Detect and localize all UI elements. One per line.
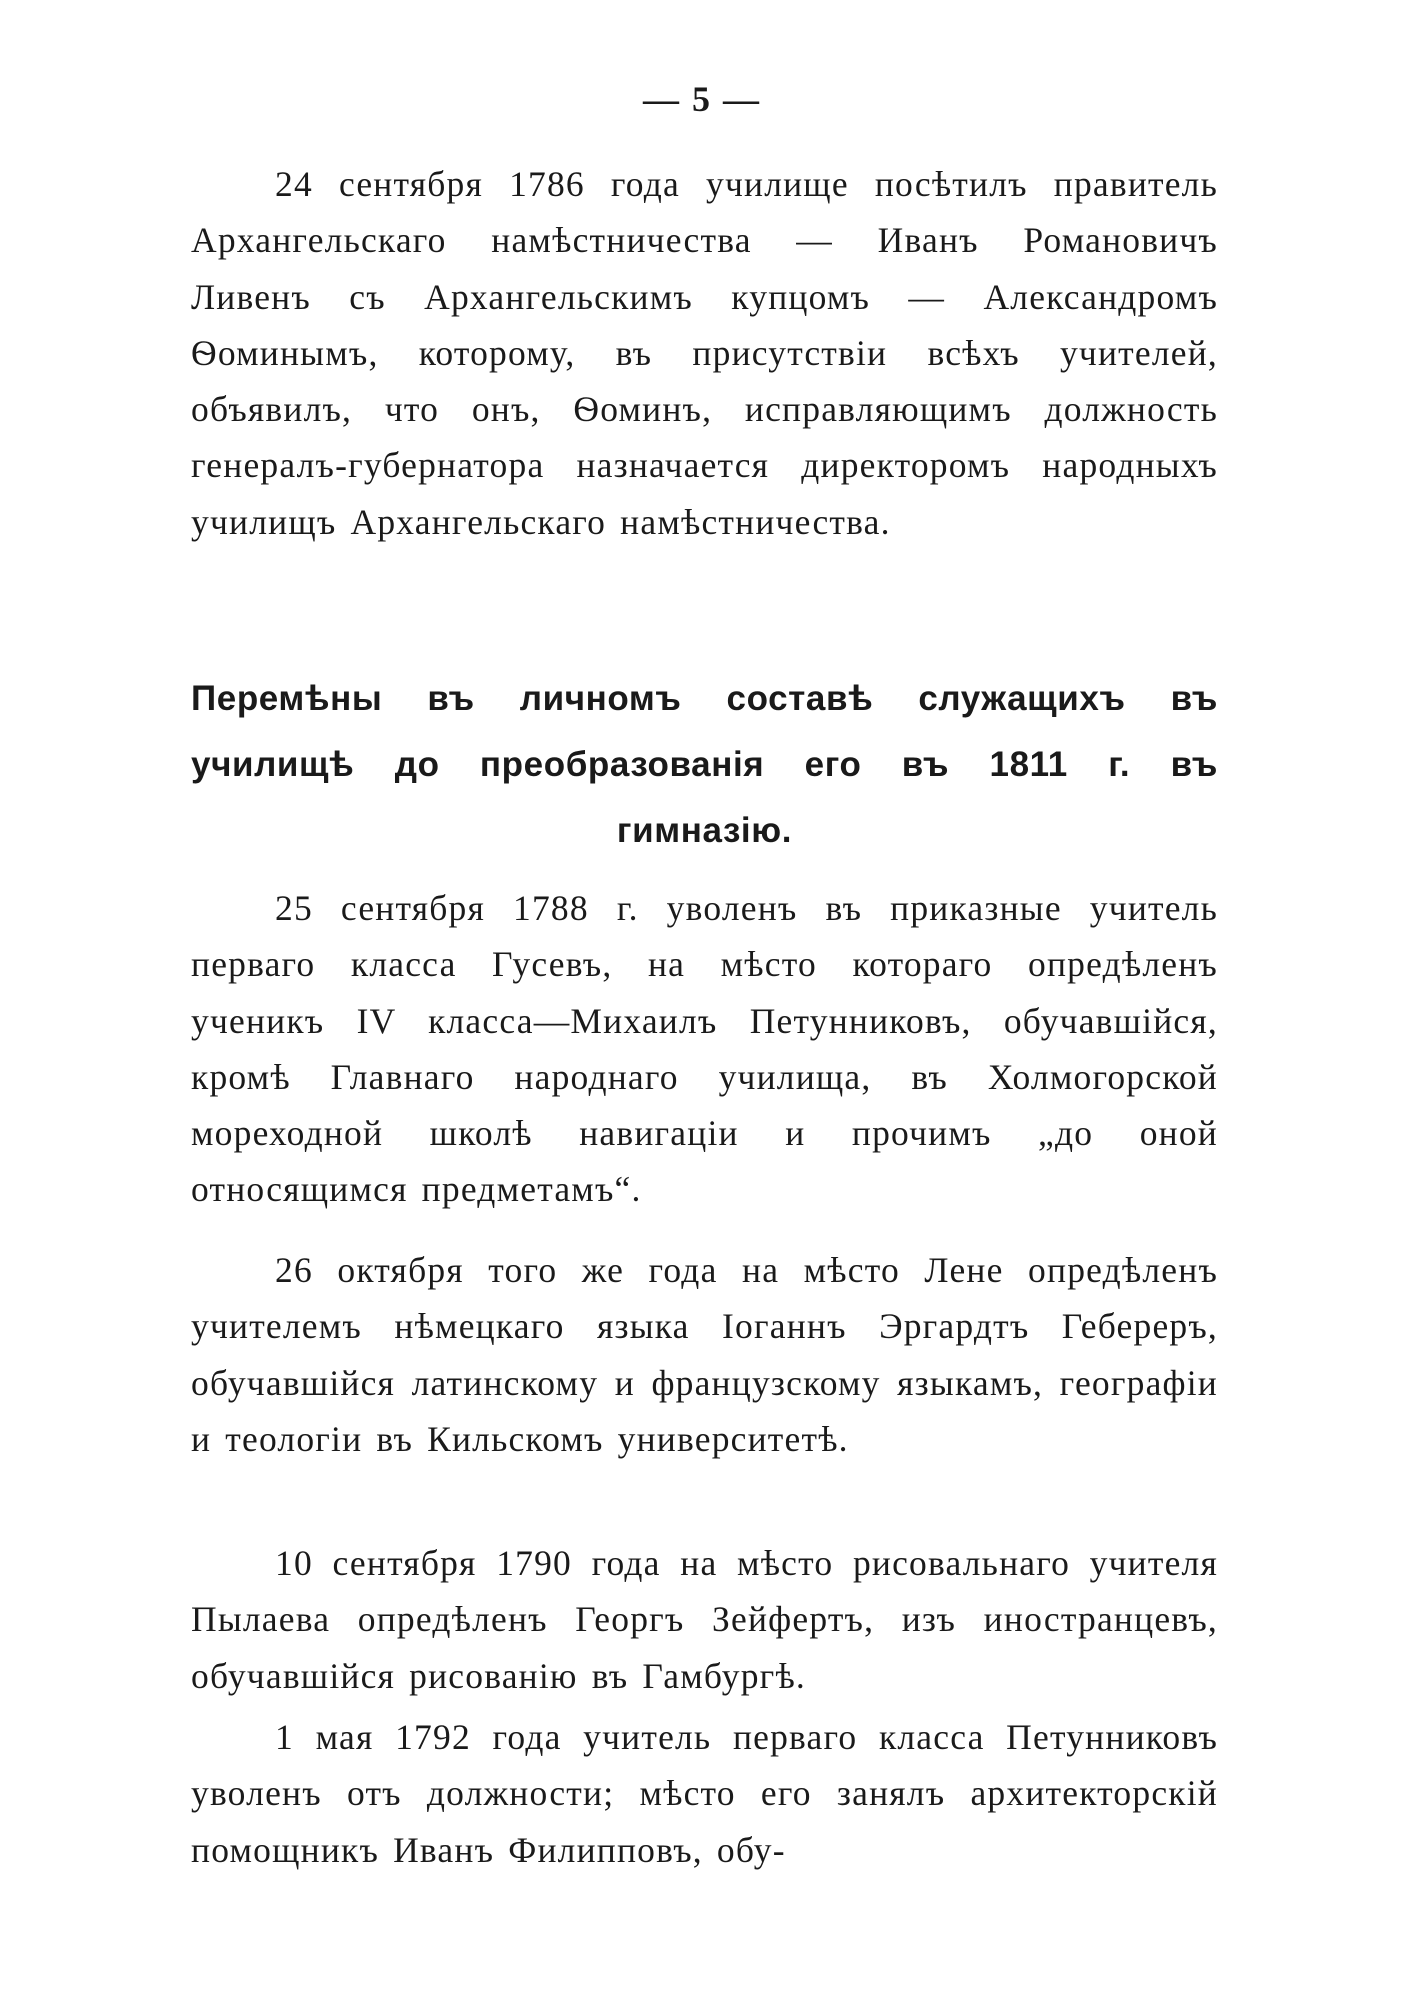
- paragraph-1: 24 сентября 1786 года училище посѣтилъ правитель Архангельскаго намѣстничества — Иванъ Романовичъ Ливенъ съ Архангельскимъ купцомъ — Александромъ Ѳоминымъ, которому, въ присутствіи всѣхъ учителей, объявилъ, что онъ, Ѳоминъ, исправляющимъ должность генералъ-губернатора назначается директоромъ народныхъ училищъ Архангельскаго намѣстничества.: [191, 164, 1218, 542]
- text-block-2: [191, 880, 1218, 1218]
- paragraph-3: 26 октября того же года на мѣсто Лене опредѣленъ учителемъ нѣмецкаго языка Іоганнъ Эргардтъ Гебереръ, обучавшійся латинскому и французскому языкамъ, географіи и теологіи въ Кильскомъ университетѣ.: [191, 1250, 1218, 1459]
- paragraph-2: 25 сентября 1788 г. уволенъ въ приказные учитель перваго класса Гусевъ, на мѣсто котораго опредѣленъ ученикъ IV класса—Михаилъ Петунниковъ, обучавшійся, кромѣ Главнаго народнаго училища, въ Холмогорской мореходной школѣ навигаціи и прочимъ „до оной относящимся предметамъ“.: [191, 888, 1218, 1210]
- section-heading: Перемѣны въ личномъ составѣ служащихъ въ училищѣ до преобразованія его въ 1811 г. въ гимназію.: [191, 679, 1218, 850]
- text-block-4: [191, 1535, 1218, 1704]
- text-block-3: [191, 1242, 1218, 1467]
- paragraph-5: 1 мая 1792 года учитель перваго класса Петунниковъ уволенъ отъ должности; мѣсто его занялъ архитекторскій помощникъ Иванъ Филипповъ, обу-: [191, 1717, 1218, 1870]
- page-number: — 5 —: [643, 79, 761, 119]
- text-block-1: [191, 156, 1218, 550]
- text-block-5: [191, 1709, 1218, 1878]
- paragraph-4: 10 сентября 1790 года на мѣсто рисовальнаго учителя Пылаева опредѣленъ Георгъ Зейфертъ, изъ иностранцевъ, обучавшійся рисованію въ Гамбургѣ.: [191, 1543, 1218, 1696]
